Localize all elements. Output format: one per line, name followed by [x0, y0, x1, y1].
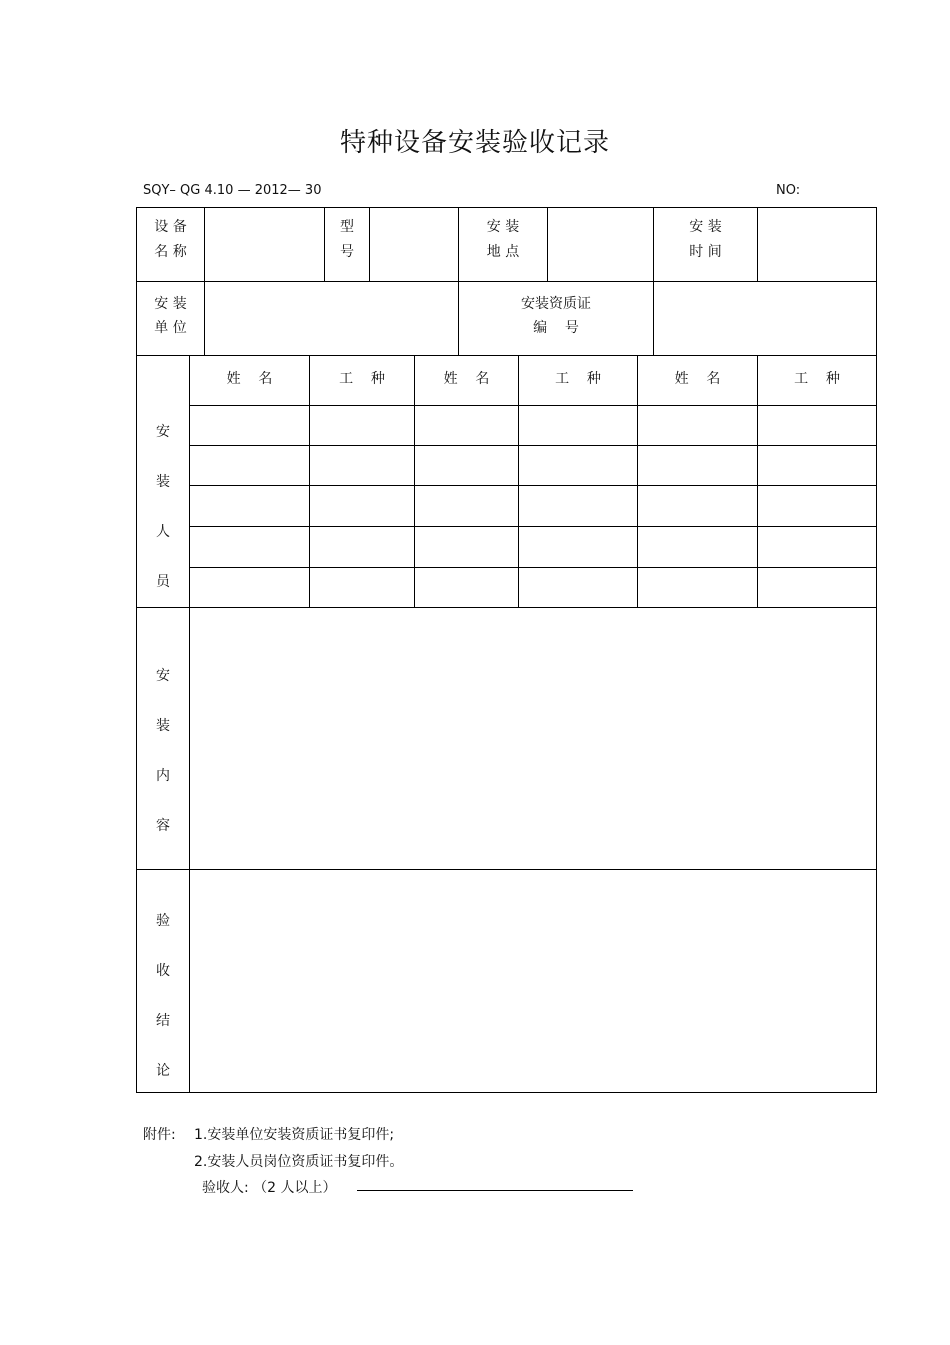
time-label: 安 装 时 间: [689, 219, 722, 260]
header-name-2: 姓 名: [443, 371, 490, 387]
page-title: 特种设备安装验收记录: [339, 128, 610, 158]
conclusion-side-label: 验 收 结 论: [156, 913, 170, 1079]
acceptor-signature-line[interactable]: [357, 1190, 633, 1191]
acceptor-label: 验收人: （2 人以上）: [202, 1180, 337, 1196]
equipment-name-label: 设 备 名 称: [154, 219, 187, 260]
model-label: 型 号: [340, 219, 354, 260]
attachment-item-1: 1.安装单位安装资质证书复印件;: [194, 1127, 395, 1143]
attachment-label: 附件:: [143, 1127, 176, 1143]
header-name-1: 姓 名: [226, 371, 273, 387]
number-label: NO:: [776, 183, 801, 198]
attachment-item-2: 2.安装人员岗位资质证书复印件。: [194, 1154, 404, 1170]
location-label: 安 装 地 点: [486, 219, 520, 260]
header-trade-3: 工 种: [794, 371, 840, 387]
cert-number-label: 安装资质证 编 号: [521, 296, 591, 336]
header-trade-1: 工 种: [339, 371, 385, 387]
unit-label: 安 装 单 位: [154, 296, 187, 336]
document-code: SQY– QG 4.10 — 2012— 30: [143, 183, 322, 198]
header-trade-2: 工 种: [555, 371, 601, 387]
content-side-label: 安 装 内 容: [156, 668, 170, 834]
header-name-3: 姓 名: [674, 371, 721, 387]
personnel-side-label: 安 装 人 员: [156, 424, 170, 590]
